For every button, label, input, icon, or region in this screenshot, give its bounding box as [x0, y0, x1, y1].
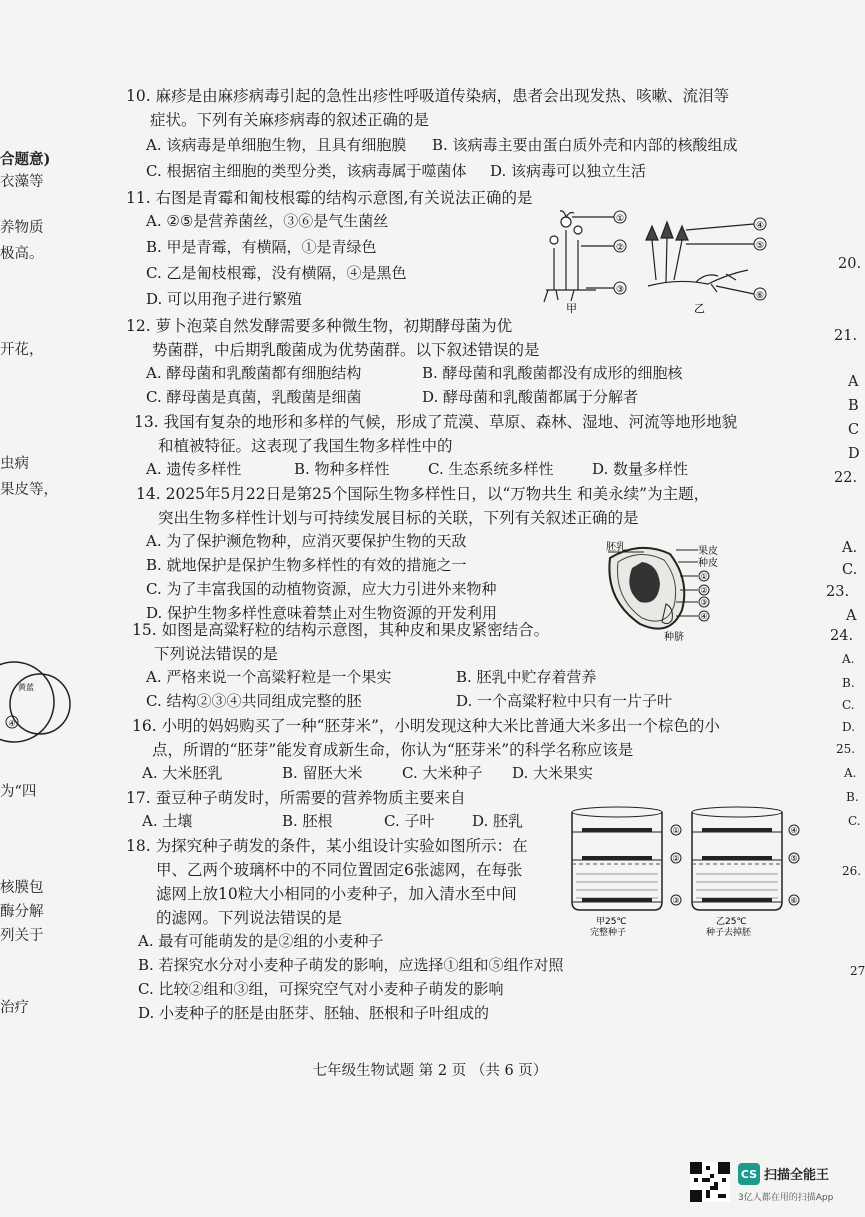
q18-fig-label-4: ④ — [790, 826, 798, 835]
q16-stem-line2: 点，所谓的“胚芽”能发育成新生命，你认为“胚芽米”的科学名称应该是 — [152, 741, 634, 759]
right-edge-7: 22. — [834, 470, 858, 486]
q15-fig-zhongpi: 种皮 — [698, 558, 718, 569]
right-edge-1: 20. — [838, 256, 862, 272]
q11-fig-label-6: ⑥ — [755, 291, 765, 301]
q10-option-d: D. 该病毒可以独立生活 — [490, 162, 647, 180]
q11-fig-yi: 乙 — [694, 302, 705, 315]
q14-stem-line2: 突出生物多样性计划与可持续发展目标的关联，下列有关叙述正确的是 — [158, 509, 639, 527]
camscanner-name: 扫描全能王 — [764, 1168, 830, 1183]
q18-option-b: B. 若探究水分对小麦种子萌发的影响，应选择①组和⑤组作对照 — [138, 956, 564, 974]
camscanner-tagline: 3亿人都在用的扫描App — [738, 1193, 834, 1203]
left-edge-4: 极高。 — [0, 246, 44, 262]
beaker-yi — [692, 807, 782, 910]
q12-option-c: C. 酵母菌是真菌，乳酸菌是细菌 — [146, 388, 362, 406]
q18-fig-yi: 乙25℃ — [716, 917, 747, 927]
q13-option-d: D. 数量多样性 — [592, 460, 689, 478]
q17-option-a: A. 土壤 — [142, 812, 193, 830]
left-edge-venn-label: 黄蓝 — [18, 683, 34, 692]
right-edge-5: C — [848, 422, 860, 438]
q10-option-a: A. 该病毒是单细胞生物，且具有细胞膜 — [146, 136, 407, 154]
right-edge-11: A — [846, 608, 857, 624]
q15-fig-label-2: ② — [700, 586, 708, 595]
left-edge-1: 合题意) — [0, 151, 51, 168]
q15-fig-label-4: ④ — [700, 612, 708, 621]
page-footer: 七年级生物试题 第 2 页 （共 6 页） — [312, 1063, 548, 1079]
q11-fig-label-1: ① — [615, 214, 625, 224]
q18-stem-line3: 滤网上放10粒大小相同的小麦种子，加入清水至中间 — [156, 885, 517, 903]
right-edge-22: 27 — [850, 964, 865, 978]
left-edge-9: 核膜包 — [0, 880, 44, 896]
right-edge-16: D. — [842, 720, 856, 734]
q10-option-c: C. 根据宿主细胞的类型分类，该病毒属于噬菌体 — [146, 162, 467, 180]
q11-stem: 11. 右图是青霉和匍枝根霉的结构示意图,有关说法正确的是 — [126, 189, 533, 207]
rhizopus-drawing — [646, 222, 754, 294]
left-edge-2: 衣藻等 — [0, 174, 44, 190]
q15-fig-peiru: 胚乳 — [606, 542, 626, 553]
right-edge-19: B. — [846, 790, 859, 804]
q10-option-b: B. 该病毒主要由蛋白质外壳和内部的核酸组成 — [432, 136, 738, 154]
q18-fig-label-2: ② — [672, 854, 680, 863]
q13-option-b: B. 物种多样性 — [294, 460, 390, 478]
q15-option-d: D. 一个高粱籽粒中只有一片子叶 — [456, 692, 673, 710]
mold-structure-figure — [536, 200, 786, 318]
q18-fig-label-1: ① — [672, 826, 680, 835]
q10-stem-line1: 10. 麻疹是由麻疹病毒引起的急性出疹性呼吸道传染病，患者会出现发热、咳嗽、流泪等 — [126, 87, 730, 105]
germination-experiment-figure — [562, 802, 802, 936]
q11-option-c: C. 乙是匍枝根霉，没有横隔，④是黑色 — [146, 264, 407, 282]
q18-fig-jia: 甲25℃ — [596, 917, 627, 927]
q16-option-d: D. 大米果实 — [512, 764, 594, 782]
right-edge-13: A. — [842, 652, 855, 666]
q14-option-b: B. 就地保护是保护生物多样性的有效的措施之一 — [146, 556, 467, 574]
right-edge-3: A — [848, 374, 859, 390]
q12-stem-line1: 12. 萝卜泡菜自然发酵需要多种微生物，初期酵母菌为优 — [126, 317, 513, 335]
right-edge-14: B. — [842, 676, 855, 690]
q18-fig-jia-sub: 完整种子 — [590, 928, 627, 938]
qr-code-icon — [690, 1162, 730, 1202]
q16-option-b: B. 留胚大米 — [282, 764, 363, 782]
left-edge-11: 列关于 — [0, 928, 44, 944]
q11-fig-label-5: ⑤ — [755, 241, 765, 251]
right-edge-2: 21. — [834, 328, 858, 344]
left-edge-8: 为“四 — [0, 784, 37, 800]
q13-option-a: A. 遗传多样性 — [146, 460, 242, 478]
left-edge-6: 虫病 — [0, 456, 29, 472]
right-edge-17: 25. — [836, 742, 856, 756]
right-edge-4: B — [848, 398, 859, 414]
q18-fig-label-6: ⑥ — [790, 896, 798, 905]
q16-option-c: C. 大米种子 — [402, 764, 483, 782]
right-edge-18: A. — [844, 766, 857, 780]
q11-option-b: B. 甲是青霉，有横隔，①是青绿色 — [146, 238, 377, 256]
q12-option-a: A. 酵母菌和乳酸菌都有细胞结构 — [146, 364, 362, 382]
q15-fig-label-1: ① — [700, 572, 708, 581]
right-edge-21: 26. — [842, 864, 862, 878]
right-edge-8: A. — [842, 540, 858, 556]
q11-fig-label-2: ② — [615, 243, 625, 253]
q11-option-d: D. 可以用孢子进行繁殖 — [146, 290, 303, 308]
q12-option-d: D. 酵母菌和乳酸菌都属于分解者 — [422, 388, 639, 406]
q15-fig-zhongqi: 种脐 — [664, 632, 684, 643]
q15-option-a: A. 严格来说一个高粱籽粒是一个果实 — [146, 668, 392, 686]
q18-fig-yi-sub: 种子去掉胚 — [706, 928, 752, 938]
q10-stem-line2: 症状。下列有关麻疹病毒的叙述正确的是 — [150, 111, 430, 129]
beaker-jia — [572, 807, 662, 910]
q11-option-a: A. ②⑤是营养菌丝，③⑥是气生菌丝 — [146, 212, 389, 230]
right-edge-20: C. — [848, 814, 861, 828]
q18-option-d: D. 小麦种子的胚是由胚芽、胚轴、胚根和子叶组成的 — [138, 1004, 490, 1022]
q14-option-a: A. 为了保护濒危物种，应消灭要保护生物的天敌 — [146, 532, 467, 550]
q17-option-b: B. 胚根 — [282, 812, 333, 830]
q18-option-c: C. 比较②组和③组，可探究空气对小麦种子萌发的影响 — [138, 980, 504, 998]
venn-diagram-fragment — [0, 660, 60, 760]
right-edge-12: 24. — [830, 628, 854, 644]
left-edge-5: 开花， — [0, 342, 44, 358]
q15-fig-guopi: 果皮 — [698, 546, 718, 557]
q15-option-b: B. 胚乳中贮存着营养 — [456, 668, 597, 686]
left-edge-10: 酶分解 — [0, 904, 44, 920]
q13-stem-line1: 13. 我国有复杂的地形和多样的气候，形成了荒漠、草原、森林、湿地、河流等地形地貌 — [134, 413, 738, 431]
q12-option-b: B. 酵母菌和乳酸菌都没有成形的细胞核 — [422, 364, 683, 382]
left-edge-7: 果皮等， — [0, 482, 58, 498]
q11-fig-label-3: ③ — [615, 285, 625, 295]
penicillium-drawing — [544, 211, 614, 302]
q18-fig-label-3: ③ — [672, 896, 680, 905]
q14-stem-line1: 14. 2025年5月22日是第25个国际生物多样性日，以“万物共生 和美永续”为主题， — [136, 485, 710, 503]
q14-option-c: C. 为了丰富我国的动植物资源，应大力引进外来物种 — [146, 580, 497, 598]
q13-option-c: C. 生态系统多样性 — [428, 460, 554, 478]
svg-text:④: ④ — [8, 719, 16, 728]
q15-option-c: C. 结构②③④共同组成完整的胚 — [146, 692, 362, 710]
right-edge-10: 23. — [826, 584, 850, 600]
q15-stem-line1: 15. 如图是高粱籽粒的结构示意图，其种皮和果皮紧密结合。 — [132, 621, 550, 639]
q16-option-a: A. 大米胚乳 — [142, 764, 223, 782]
q18-option-a: A. 最有可能萌发的是②组的小麦种子 — [138, 932, 384, 950]
left-edge-12: 治疗 — [0, 1000, 29, 1016]
q13-stem-line2: 和植被特征。这表现了我国生物多样性中的 — [158, 437, 453, 455]
q18-fig-label-5: ⑤ — [790, 854, 798, 863]
q11-fig-label-4: ④ — [755, 221, 765, 231]
right-edge-6: D — [848, 446, 860, 462]
right-edge-9: C. — [842, 562, 858, 578]
right-edge-15: C. — [842, 698, 855, 712]
q17-option-d: D. 胚乳 — [472, 812, 524, 830]
left-edge-3: 养物质 — [0, 220, 44, 236]
q14-option-d: D. 保护生物多样性意味着禁止对生物资源的开发利用 — [146, 604, 498, 622]
q18-stem-line4: 的滤网。下列说法错误的是 — [156, 909, 343, 927]
q18-stem-line1: 18. 为探究种子萌发的条件，某小组设计实验如图所示：在 — [126, 837, 528, 855]
camscanner-logo: CS — [738, 1163, 760, 1185]
q18-stem-line2: 甲、乙两个玻璃杯中的不同位置固定6张滤网，在每张 — [156, 861, 523, 879]
q11-fig-jia: 甲 — [566, 302, 577, 315]
q17-option-c: C. 子叶 — [384, 812, 435, 830]
q16-stem-line1: 16. 小明的妈妈购买了一种“胚芽米”，小明发现这种大米比普通大米多出一个棕色的小 — [132, 717, 720, 735]
q15-stem-line2: 下列说法错误的是 — [154, 645, 279, 663]
q17-stem: 17. 蚕豆种子萌发时，所需要的营养物质主要来自 — [126, 789, 466, 807]
q15-fig-label-3: ③ — [700, 598, 708, 607]
sorghum-grain-figure — [600, 540, 730, 642]
q12-stem-line2: 势菌群，中后期乳酸菌成为优势菌群。以下叙述错误的是 — [152, 341, 540, 359]
